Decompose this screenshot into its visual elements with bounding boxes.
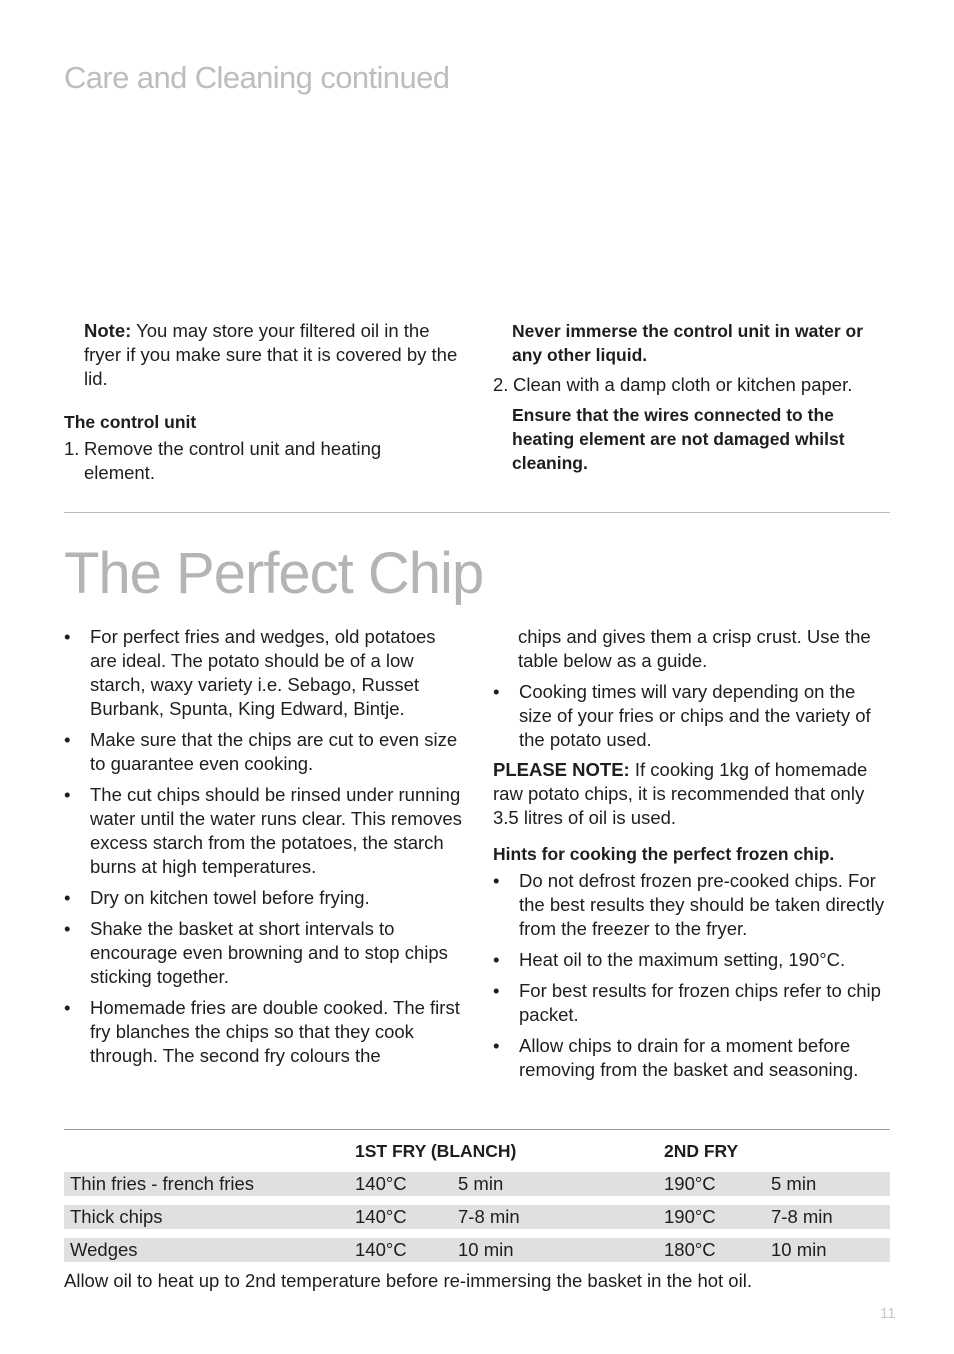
bullet-icon: • [64,729,71,750]
bullet-icon: • [64,626,71,647]
list-item: • Heat oil to the maximum setting, 190°C. [493,949,846,970]
chip-type: Wedges [64,1238,349,1262]
chip-type: Thin fries - french fries [64,1172,349,1196]
immerse-warning: Never immerse the control unit in water or any other liquid. [512,321,864,365]
table-header-row [64,1139,890,1163]
note-text: You may store your filtered oil in the fryer if you make sure that it is covered by the lid. [84,320,458,389]
list-item: • Cooking times will vary depending on the size of your fries or chips and the variety of the potato used. [493,681,871,750]
step-2 [493,373,893,397]
bullet-icon: • [64,784,71,805]
list-item: • For perfect fries and wedges, old potatoes are ideal. The potato should be of a low starch, waxy variety i.e. Sebago, Russet Burbank, Spunta, King Edward, Bintje. [64,626,436,719]
first-fry-temp: 140°C [349,1205,452,1229]
second-fry-temp: 180°C [658,1238,765,1262]
second-fry-temp: 190°C [658,1205,765,1229]
first-fry-header: 1ST FRY (BLANCH) [355,1141,517,1161]
first-fry-temp: 140°C [349,1238,452,1262]
step-number: 2. [493,374,509,395]
table-row [64,1238,890,1262]
bullet-icon: • [64,997,71,1018]
list-item: • Do not defrost frozen pre-cooked chips. For the best results they should be taken directly from the freezer to the fryer. [493,870,885,939]
page-number: 11 [880,1305,896,1322]
list-item: • The cut chips should be rinsed under running water until the water runs clear. This removes excess starch from the potatoes, the starch burns at high temperatures. [64,784,462,877]
second-fry-time: 5 min [765,1172,890,1196]
control-unit-heading: The control unit [64,412,197,432]
frying-table [64,1129,890,1271]
table-footnote: Allow oil to heat up to 2nd temperature before re-immersing the basket in the hot oil. [64,1270,752,1291]
first-fry-time: 10 min [452,1238,658,1262]
section-header: Care and Cleaning continued [64,60,450,95]
second-fry-temp: 190°C [658,1172,765,1196]
section-divider [64,512,890,513]
bullet-icon: • [493,681,500,702]
frozen-heading: Hints for cooking the perfect frozen chip. [493,844,835,864]
frozen-tips-list [493,869,893,1089]
second-fry-time: 7-8 min [765,1205,890,1229]
please-note-label: PLEASE NOTE: [493,759,630,780]
chip-tips-list [64,625,464,1075]
bullet-icon: • [64,918,71,939]
step-1 [64,437,424,485]
list-item: • Homemade fries are double cooked. The first fry blanches the chips so that they cook through. The second fry colours the [64,997,460,1066]
table-row [64,1205,890,1229]
step-text: Remove the control unit and heating element. [84,438,382,483]
chip-type: Thick chips [64,1205,349,1229]
second-fry-time: 10 min [765,1238,890,1262]
step-text: Clean with a damp cloth or kitchen paper. [513,374,853,395]
wires-warning: Ensure that the wires connected to the heating element are not damaged whilst cleaning. [512,405,845,473]
list-item: • For best results for frozen chips refer to chip packet. [493,980,881,1025]
bullet-icon: • [493,870,500,891]
note-label: Note: [84,320,132,341]
bullet-icon: • [493,949,500,970]
bullet-icon: • [64,887,71,908]
list-item: • Allow chips to drain for a moment before removing from the basket and seasoning. [493,1035,859,1080]
table-row [64,1172,890,1196]
cooking-times-list [493,680,893,759]
bullet-continuation: chips and gives them a crisp crust. Use the table below as a guide. [518,626,871,671]
step-number: 1. [64,438,80,459]
second-fry-header: 2ND FRY [664,1141,739,1161]
first-fry-time: 5 min [452,1172,658,1196]
table-header-empty [64,1139,349,1163]
list-item: • Dry on kitchen towel before frying. [64,887,370,908]
first-fry-temp: 140°C [349,1172,452,1196]
bullet-icon: • [493,1035,500,1056]
oil-storage-note [84,319,464,391]
list-item: • Make sure that the chips are cut to even size to guarantee even cooking. [64,729,458,774]
bullet-icon: • [493,980,500,1001]
please-note [493,758,893,830]
first-fry-time: 7-8 min [452,1205,658,1229]
page-title: The Perfect Chip [64,541,484,606]
list-item: • Shake the basket at short intervals to encourage even browning and to stop chips sticking together. [64,918,448,987]
please-note-text: If cooking 1kg of homemade raw potato chips, it is recommended that only 3.5 litres of oil is used. [493,759,868,828]
